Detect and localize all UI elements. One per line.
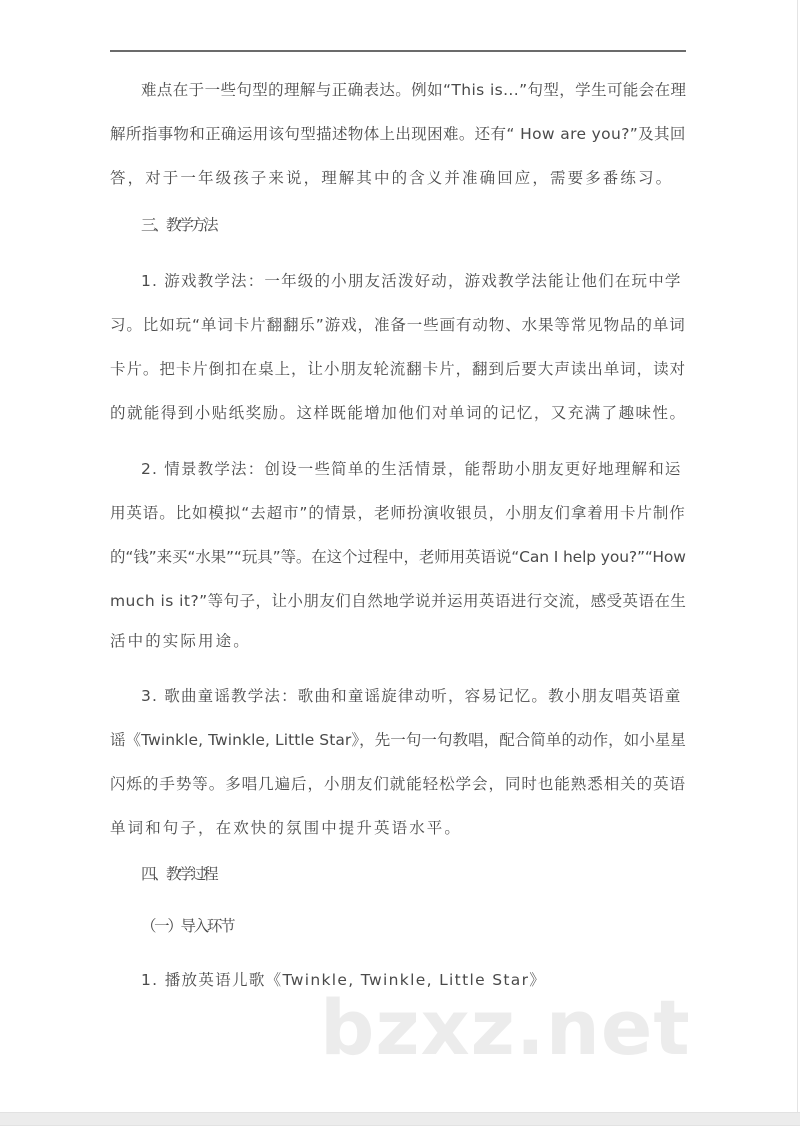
text-line-p1-l1: 难点在于一些句型的理解与正确表达。例如“This is...”句型，学生可能会在理 [141, 81, 687, 99]
text-line-m2-l3: 的“钱”来买“水果”“玩具”等。在这个过程中，老师用英语说“Can I help you?”“How [110, 548, 686, 566]
text-line-m1-l3: 卡片。把卡片倒扣在桌上，让小朋友轮流翻卡片，翻到后要大声读出单词，读对 [110, 360, 687, 378]
text-line-m3-l2: 谣《Twinkle, Twinkle, Little Star》，先一句一句教唱，配合简单的动作，如小星星 [110, 731, 686, 749]
text-line-h4: 四、教学过程 [141, 865, 216, 883]
text-line-m2-l2: 用英语。比如模拟“去超市”的情景，老师扮演收银员，小朋友们拿着用卡片制作 [110, 504, 686, 522]
header-rule [110, 50, 686, 52]
text-line-m2-l1: 2. 情景教学法：创设一些简单的生活情景，能帮助小朋友更好地理解和运 [141, 460, 682, 478]
text-line-m2-l5: 活中的实际用途。 [110, 632, 251, 650]
text-line-m1-l4: 的就能得到小贴纸奖励。这样既能增加他们对单词的记忆，又充满了趣味性。 [110, 404, 687, 422]
text-line-m2-l4: much is it?”等句子，让小朋友们自然地学说并运用英语进行交流，感受英语在生 [110, 592, 687, 610]
text-line-m1-l2: 习。比如玩“单词卡片翻翻乐”游戏，准备一些画有动物、水果等常见物品的单词 [110, 316, 686, 334]
text-line-h4-1: （一）导入环节 [141, 917, 234, 935]
text-line-m3-l1: 3. 歌曲童谣教学法：歌曲和童谣旋律动听，容易记忆。教小朋友唱英语童 [141, 687, 682, 705]
text-line-p1-l3: 答，对于一年级孩子来说，理解其中的含义并准确回应，需要多番练习。 [110, 169, 674, 187]
text-line-s1: 1. 播放英语儿歌《Twinkle, Twinkle, Little Star》 [141, 971, 547, 989]
text-line-m3-l3: 闪烁的手势等。多唱几遍后，小朋友们就能轻松学会，同时也能熟悉相关的英语 [110, 775, 687, 793]
page-gap-strip [0, 1112, 800, 1126]
watermark: bzxz.net [320, 983, 691, 1072]
text-line-m3-l4: 单词和句子，在欢快的氛围中提升英语水平。 [110, 819, 463, 837]
text-line-m1-l1: 1. 游戏教学法：一年级的小朋友活泼好动，游戏教学法能让他们在玩中学 [141, 272, 682, 290]
text-line-p1-l2: 解所指事物和正确运用该句型描述物体上出现困难。还有“ How are you?”及其回 [110, 125, 686, 143]
text-line-h3: 三、教学方法 [141, 216, 216, 234]
